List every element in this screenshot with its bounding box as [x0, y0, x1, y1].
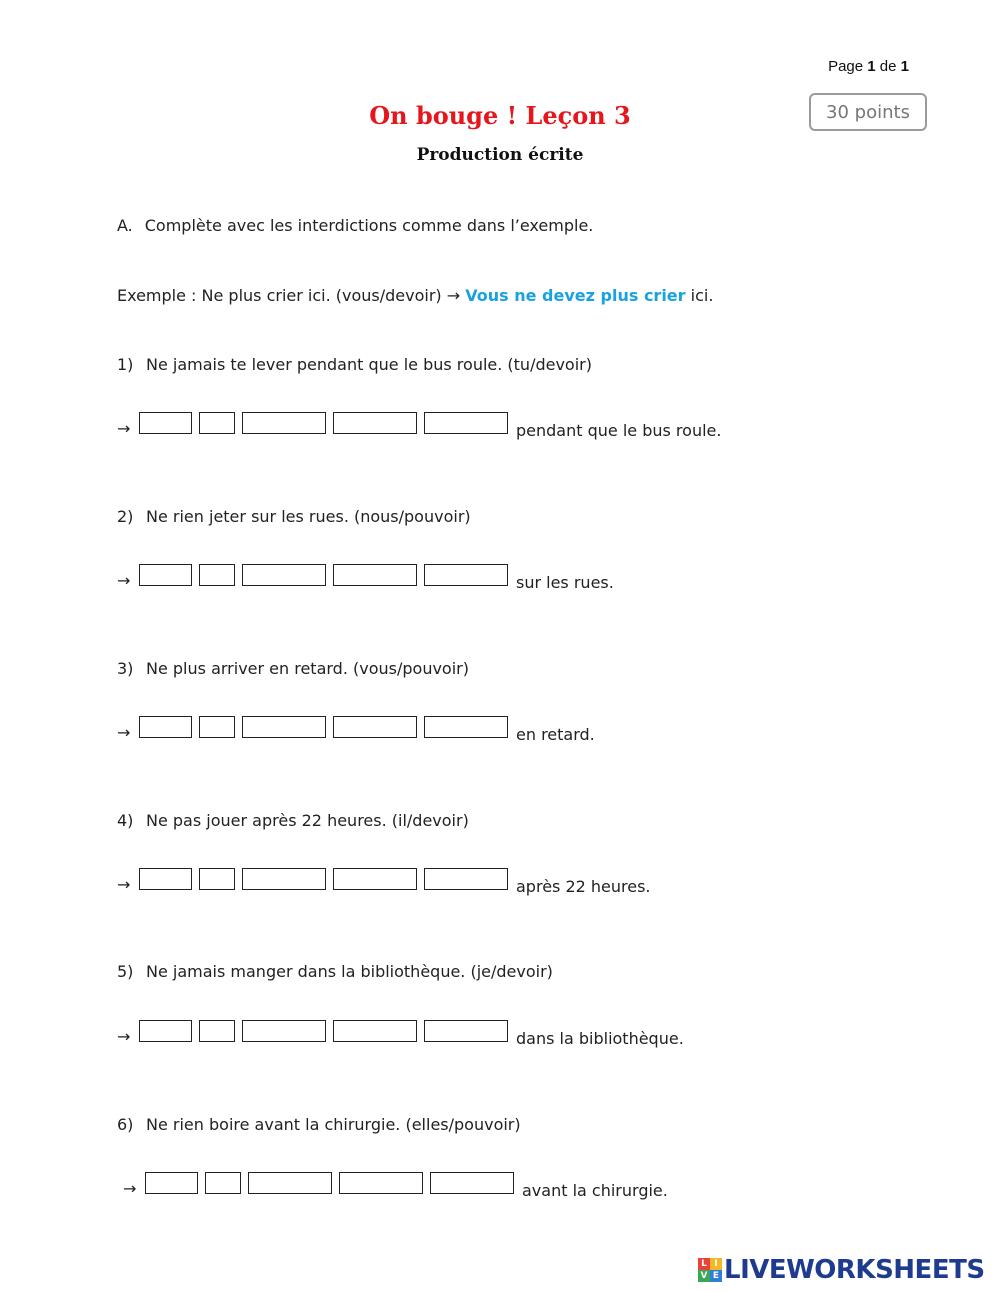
instructions-text: Complète avec les interdictions comme dans l’exemple. [144, 216, 594, 235]
answer-box-3-5[interactable] [424, 716, 508, 738]
arrow-icon: → [117, 723, 131, 742]
question-1: 1) Ne jamais te lever pendant que le bus roule. (tu/devoir) [117, 355, 592, 374]
question-3: 3) Ne plus arriver en retard. (vous/pouvoir) [117, 659, 469, 678]
answer-box-2-2[interactable] [199, 564, 235, 586]
logo-letter-l: L [698, 1258, 710, 1270]
answer-box-2-5[interactable] [424, 564, 508, 586]
arrow-icon: → [117, 1027, 131, 1046]
answer-box-3-4[interactable] [333, 716, 417, 738]
answer-box-4-3[interactable] [242, 868, 326, 890]
answer-box-5-4[interactable] [333, 1020, 417, 1042]
answer-ending-2: sur les rues. [516, 573, 614, 592]
answer-ending-4: après 22 heures. [516, 877, 651, 896]
answer-box-5-1[interactable] [139, 1020, 192, 1042]
answer-line-1 [117, 404, 722, 440]
question-2: 2) Ne rien jeter sur les rues. (nous/pouvoir) [117, 507, 471, 526]
arrow-icon: → [123, 1179, 137, 1198]
answer-ending-3: en retard. [516, 725, 595, 744]
answer-box-1-3[interactable] [242, 412, 326, 434]
question-5: 5) Ne jamais manger dans la bibliothèque. (je/devoir) [117, 962, 553, 981]
answer-box-2-1[interactable] [139, 564, 192, 586]
answer-box-1-1[interactable] [139, 412, 192, 434]
logo-letter-i: I [710, 1258, 722, 1270]
logo-letter-v: V [698, 1270, 710, 1282]
question-4: 4) Ne pas jouer après 22 heures. (il/devoir) [117, 811, 469, 830]
answer-line-2 [117, 556, 614, 592]
liveworksheets-logo [698, 1255, 985, 1285]
liveworksheets-logo-icon [698, 1258, 722, 1282]
answer-box-1-2[interactable] [199, 412, 235, 434]
answer-box-4-5[interactable] [424, 868, 508, 890]
page-subtitle: Production écrite [416, 145, 584, 165]
answer-box-1-4[interactable] [333, 412, 417, 434]
page-number: Page 1 de 1 [828, 58, 909, 75]
answer-line-3 [117, 708, 595, 744]
answer-ending-6: avant la chirurgie. [522, 1181, 668, 1200]
answer-box-5-3[interactable] [242, 1020, 326, 1042]
answer-box-1-5[interactable] [424, 412, 508, 434]
answer-box-4-2[interactable] [199, 868, 235, 890]
question-6: 6) Ne rien boire avant la chirurgie. (elles/pouvoir) [117, 1115, 521, 1134]
logo-text: LIVEWORKSHEETS [724, 1255, 985, 1285]
example-suffix: ici. [690, 286, 714, 305]
answer-box-6-5[interactable] [430, 1172, 514, 1194]
answer-box-4-4[interactable] [333, 868, 417, 890]
answer-box-6-2[interactable] [205, 1172, 241, 1194]
answer-box-2-3[interactable] [242, 564, 326, 586]
arrow-icon: → [117, 419, 131, 438]
page-title: On bouge ! Leçon 3 [369, 101, 631, 130]
answer-box-4-1[interactable] [139, 868, 192, 890]
answer-box-3-2[interactable] [199, 716, 235, 738]
answer-box-3-3[interactable] [242, 716, 326, 738]
answer-line-6 [123, 1164, 668, 1200]
arrow-icon: → [117, 875, 131, 894]
answer-ending-1: pendant que le bus roule. [516, 421, 722, 440]
example-prefix: Exemple : Ne plus crier ici. (vous/devoir) → [117, 286, 461, 305]
answer-line-5 [117, 1012, 684, 1048]
answer-box-5-5[interactable] [424, 1020, 508, 1042]
answer-line-4 [117, 860, 651, 896]
instructions [117, 216, 593, 235]
answer-box-6-4[interactable] [339, 1172, 423, 1194]
instructions-label: A. [117, 216, 133, 235]
logo-letter-e: E [710, 1270, 722, 1282]
answer-box-6-1[interactable] [145, 1172, 198, 1194]
answer-box-2-4[interactable] [333, 564, 417, 586]
answer-ending-5: dans la bibliothèque. [516, 1029, 684, 1048]
points-badge: 30 points [809, 93, 927, 131]
answer-box-3-1[interactable] [139, 716, 192, 738]
example-answer: Vous ne devez plus crier [465, 286, 686, 305]
answer-box-5-2[interactable] [199, 1020, 235, 1042]
answer-box-6-3[interactable] [248, 1172, 332, 1194]
example-line [117, 286, 713, 305]
arrow-icon: → [117, 571, 131, 590]
